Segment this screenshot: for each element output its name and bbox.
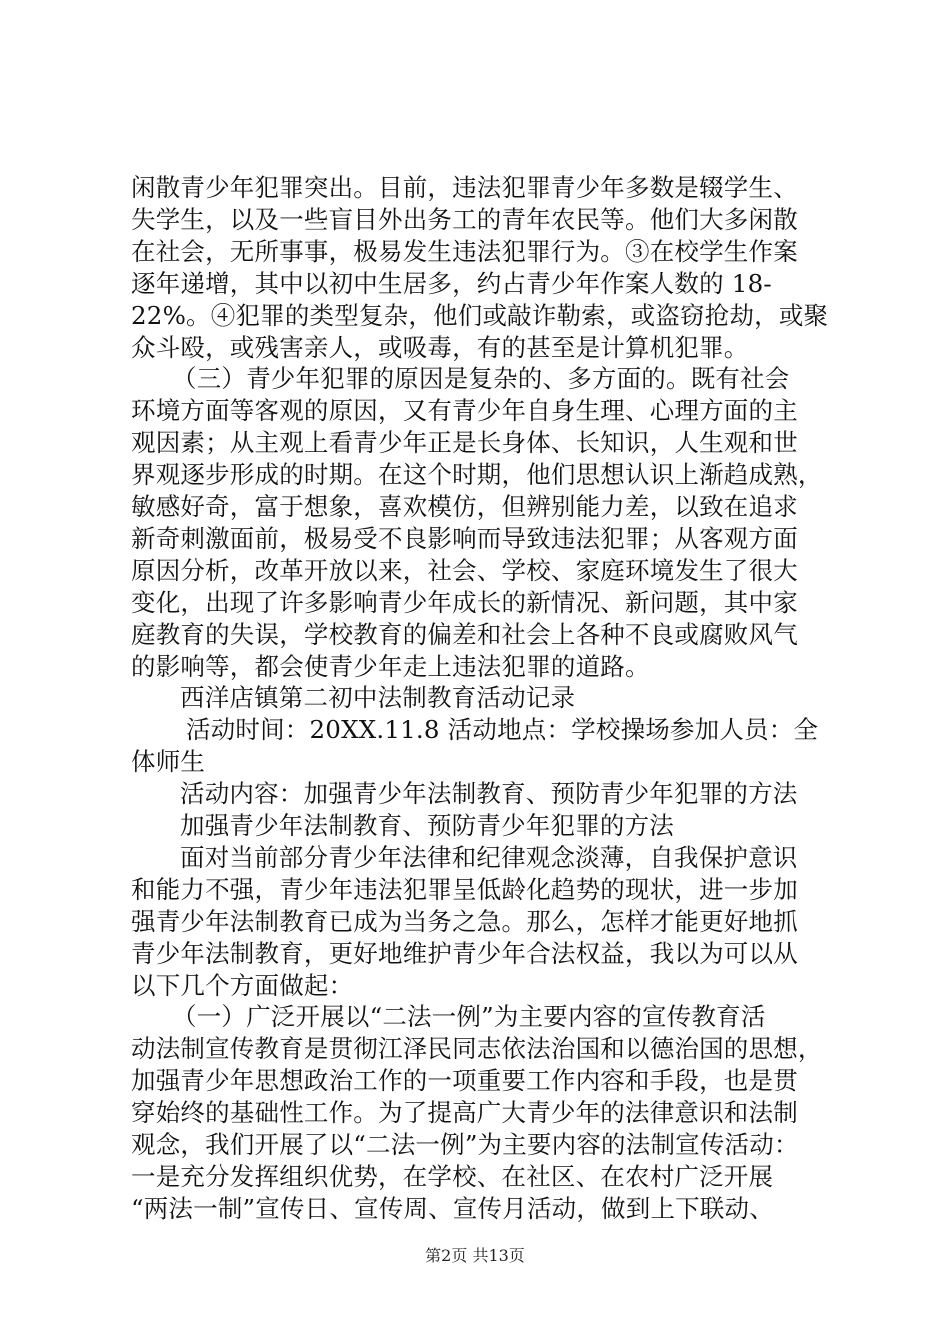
text-line: 的影响等，都会使青少年走上违法犯罪的道路。 <box>131 651 650 681</box>
text-line: 一是充分发挥组织优势，在学校、在社区、在农村广泛开展 <box>131 1161 774 1191</box>
text-line: 新奇刺激面前，极易受不良影响而导致违法犯罪；从客观方面 <box>131 523 798 553</box>
text-line: 加强青少年思想政治工作的一项重要工作内容和手段，也是贯 <box>131 1066 798 1096</box>
text-line: 敏感好奇，富于想象，喜欢模仿，但辨别能力差，以致在追求 <box>131 492 798 521</box>
text-line: 逐年递增，其中以初中生居多，约占青少年作案人数的 18- <box>131 268 772 298</box>
activity-content-line: 活动内容：加强青少年法制教育、预防青少年犯罪的方法 <box>180 779 798 809</box>
text-line: 环境方面等客观的原因，又有青少年自身生理、心理方面的主 <box>131 396 798 426</box>
paragraph-start-line: （一）广泛开展以“二法一例”为主要内容的宣传教育活 <box>172 1002 766 1032</box>
text-line: 观因素；从主观上看青少年正是长身体、长知识，人生观和世 <box>131 428 798 458</box>
paragraph-start-line: （三）青少年犯罪的原因是复杂的、多方面的。既有社会 <box>172 364 790 394</box>
text-line: 青少年法制教育，更好地维护青少年合法权益，我以为可以从 <box>131 938 798 968</box>
text-line: 众斗殴，或残害亲人，或吸毒，有的甚至是计算机犯罪。 <box>131 332 749 362</box>
text-line: 失学生，以及一些盲目外出务工的青年农民等。他们大多闲散 <box>131 204 798 234</box>
text-line: 原因分析，改革开放以来，社会、学校、家庭环境发生了很大 <box>131 555 798 585</box>
text-line: 变化，出现了许多影响青少年成长的新情况、新问题，其中家 <box>131 587 798 617</box>
text-line: 界观逐步形成的时期。在这个时期，他们思想认识上渐趋成熟， <box>131 460 823 490</box>
text-line: 和能力不强，青少年违法犯罪呈低龄化趋势的现状，进一步加 <box>131 874 798 904</box>
page-footer: 第2页 共13页 <box>425 1246 525 1265</box>
text-line: 22%。④犯罪的类型复杂，他们或敲诈勒索，或盗窃抢劫，或聚 <box>131 300 829 330</box>
text-line: “两法一制”宣传日、宣传周、宣传月活动，做到上下联动、 <box>131 1193 774 1223</box>
text-line: 闲散青少年犯罪突出。目前，违法犯罪青少年多数是辍学生、 <box>131 173 798 202</box>
text-line: 强青少年法制教育已成为当务之急。那么，怎样才能更好地抓 <box>131 906 798 936</box>
activity-info-line: 活动时间：20XX.11.8 活动地点：学校操场参加人员：全 <box>186 715 819 745</box>
activity-info-line: 体师生 <box>131 747 206 777</box>
text-line: 穿始终的基础性工作。为了提高广大青少年的法律意识和法制 <box>131 1098 798 1128</box>
text-line: 庭教育的失误，学校教育的偏差和社会上各种不良或腐败风气 <box>131 619 798 649</box>
text-line: 在社会，无所事事，极易发生违法犯罪行为。③在校学生作案 <box>131 236 798 266</box>
paragraph-start-line: 面对当前部分青少年法律和纪律观念淡薄，自我保护意识 <box>180 842 798 872</box>
text-line: 动法制宣传教育是贯彻江泽民同志依法治国和以德治国的思想， <box>131 1034 823 1064</box>
text-line: 以下几个方面做起： <box>131 970 354 1000</box>
record-title: 西洋店镇第二初中法制教育活动记录 <box>180 683 576 713</box>
text-line: 观念，我们开展了以“二法一例”为主要内容的法制宣传活动： <box>131 1130 799 1159</box>
section-heading: 加强青少年法制教育、预防青少年犯罪的方法 <box>180 811 674 840</box>
